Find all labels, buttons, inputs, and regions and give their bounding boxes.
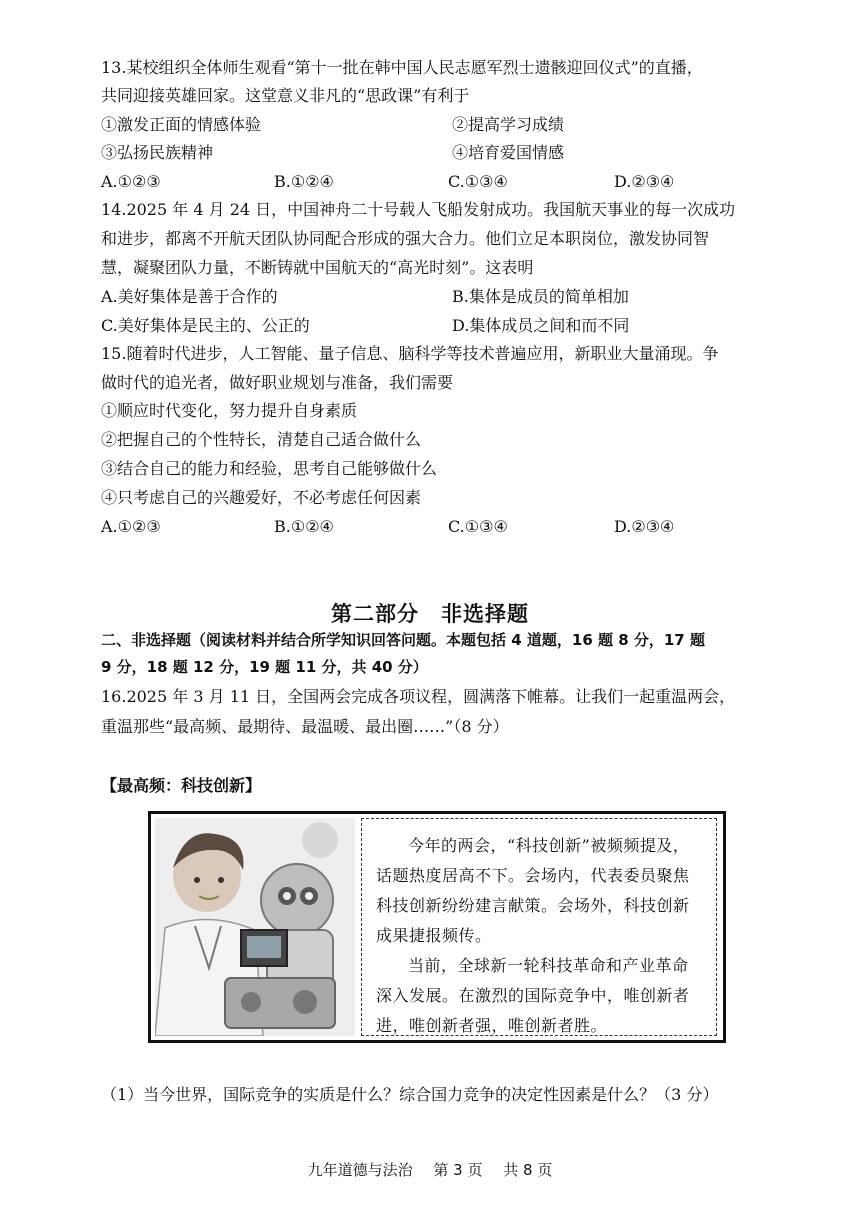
illustration-icon bbox=[155, 818, 355, 1036]
q13-item4: ④培育爱国情感 bbox=[452, 143, 565, 162]
q14-stem-line3: 慧，凝聚团队力量，不断铸就中国航天的“高光时刻”。这表明 bbox=[101, 258, 534, 277]
part2-instr-line1: 二、非选择题（阅读材料并结合所学知识回答问题。本题包括 4 道题，16 题 8 分，17 题 bbox=[101, 631, 705, 649]
q14-stem-line1: 14.2025 年 4 月 24 日，中国神舟二十号载人飞船发射成功。我国航天事业的每一次成功 bbox=[101, 200, 736, 219]
material-paragraph-2: 当前，全球新一轮科技革命和产业革命深入发展。在激烈的国际竞争中，唯创新者进，唯创新者强，唯创新者胜。 bbox=[376, 956, 690, 1035]
q15-option-c: C.①③④ bbox=[448, 517, 508, 536]
page-footer bbox=[0, 1159, 860, 1180]
footer-total-pages: 共 8 页 bbox=[503, 1161, 553, 1179]
q15-option-b: B.①②④ bbox=[274, 517, 334, 536]
q15-item3: ③结合自己的能力和经验，思考自己能够做什么 bbox=[101, 459, 438, 478]
material-text-box bbox=[361, 818, 717, 1036]
boy-robot-illustration bbox=[155, 818, 355, 1036]
material-paragraph-1: 今年的两会，“科技创新”被频频提及，话题热度居高不下。会场内，代表委员聚焦科技创新纷纷建言献策。会场外，科技创新成果捷报频传。 bbox=[376, 836, 690, 945]
part2-instr-line2: 9 分，18 题 12 分，19 题 11 分，共 40 分） bbox=[101, 658, 428, 676]
q13-item2: ②提高学习成绩 bbox=[452, 115, 565, 134]
q13-option-b: B.①②④ bbox=[274, 172, 334, 191]
q13-item3: ③弘扬民族精神 bbox=[101, 143, 214, 162]
q16-section-label: 【最高频：科技创新】 bbox=[101, 776, 262, 795]
q15-item4: ④只考虑自己的兴趣爱好，不必考虑任何因素 bbox=[101, 488, 422, 507]
footer-subject: 九年道德与法治 bbox=[307, 1161, 413, 1179]
q16-stem-line2: 重温那些“最高频、最期待、最温暖、最出圈……”（8 分） bbox=[101, 717, 509, 736]
q15-stem-line2: 做时代的追光者，做好职业规划与准备，我们需要 bbox=[101, 373, 454, 392]
q13-item1: ①激发正面的情感体验 bbox=[101, 115, 262, 134]
q14-option-c: C.美好集体是民主的、公正的 bbox=[101, 316, 310, 335]
material-figure bbox=[148, 811, 726, 1043]
q15-option-a: A.①②③ bbox=[101, 517, 161, 536]
q14-option-b: B.集体是成员的简单相加 bbox=[452, 287, 629, 306]
q14-option-a: A.美好集体是善于合作的 bbox=[101, 287, 278, 306]
q15-stem-line1: 15.随着时代进步，人工智能、量子信息、脑科学等技术普遍应用，新职业大量涌现。争 bbox=[101, 344, 719, 363]
q14-stem-line2: 和进步，都离不开航天团队协同配合形成的强大合力。他们立足本职岗位，激发协同智 bbox=[101, 229, 710, 248]
q14-option-d: D.集体成员之间和而不同 bbox=[452, 316, 630, 335]
q13-stem-line2: 共同迎接英雄回家。这堂意义非凡的“思政课”有利于 bbox=[101, 86, 470, 105]
q16-subquestion-1: （1）当今世界，国际竞争的实质是什么？综合国力竞争的决定性因素是什么？（3 分） bbox=[101, 1085, 719, 1104]
q16-stem-line1: 16.2025 年 3 月 11 日，全国两会完成各项议程，圆满落下帷幕。让我们一起重温两会， bbox=[101, 687, 736, 706]
q15-item1: ①顺应时代变化，努力提升自身素质 bbox=[101, 401, 358, 420]
part2-title: 第二部分 非选择题 bbox=[331, 602, 529, 626]
q13-option-c: C.①③④ bbox=[448, 172, 508, 191]
q15-option-d: D.②③④ bbox=[614, 517, 675, 536]
footer-page-number: 第 3 页 bbox=[433, 1161, 483, 1179]
q13-option-d: D.②③④ bbox=[614, 172, 675, 191]
q15-item2: ②把握自己的个性特长，清楚自己适合做什么 bbox=[101, 430, 422, 449]
q13-stem-line1: 13.某校组织全体师生观看“第十一批在韩中国人民志愿军烈士遗骸迎回仪式”的直播， bbox=[101, 58, 703, 77]
q13-option-a: A.①②③ bbox=[101, 172, 161, 191]
